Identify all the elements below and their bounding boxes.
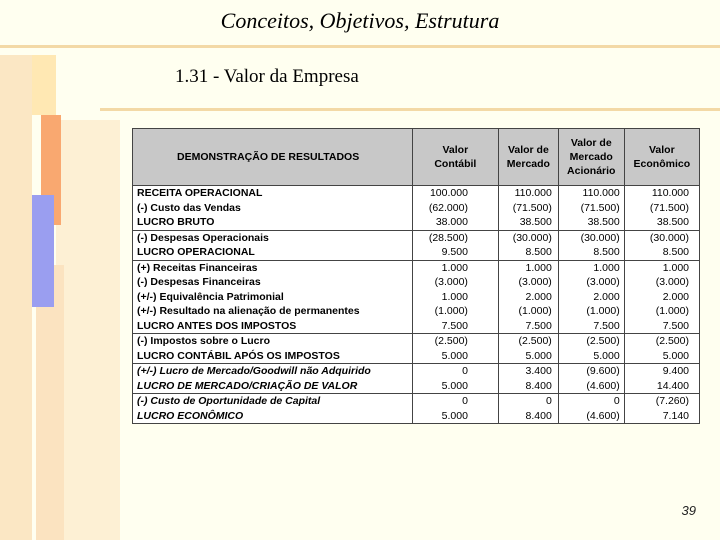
header-cell: [412, 129, 498, 186]
table-row: [133, 409, 700, 424]
value-cell: 38.500: [558, 215, 624, 230]
value-cell: 7.140: [624, 409, 699, 424]
table-row: [133, 245, 700, 260]
row-label: (-) Impostos sobre o Lucro: [133, 334, 413, 349]
value-cell: 5.000: [412, 349, 498, 364]
value-cell: 8.400: [498, 379, 558, 394]
value-cell: (1.000): [624, 304, 699, 319]
row-label: (-) Custo de Oportunidade de Capital: [133, 394, 413, 409]
value-cell: (30.000): [624, 230, 699, 245]
row-label: (+/-) Lucro de Mercado/Goodwill não Adquirido: [133, 364, 413, 379]
row-label: (-) Custo das Vendas: [133, 201, 413, 216]
value-cell: 8.500: [498, 245, 558, 260]
value-cell: 5.000: [624, 349, 699, 364]
table-row: [133, 304, 700, 319]
page-number: 39: [681, 503, 696, 518]
value-cell: (1.000): [498, 304, 558, 319]
value-cell: (2.500): [498, 334, 558, 349]
slide-subtitle: 1.31 - Valor da Empresa: [175, 66, 359, 87]
value-cell: 8.500: [624, 245, 699, 260]
decor-strip-blue: [32, 195, 54, 307]
value-cell: 2.000: [498, 290, 558, 305]
value-cell: 100.000: [412, 186, 498, 201]
value-cell: 1.000: [624, 260, 699, 275]
value-cell: (2.500): [624, 334, 699, 349]
value-cell: 1.000: [412, 260, 498, 275]
value-cell: 1.000: [558, 260, 624, 275]
value-cell: 110.000: [624, 186, 699, 201]
table-row: [133, 230, 700, 245]
header-cell: [558, 129, 624, 186]
value-cell: (9.600): [558, 364, 624, 379]
row-label: RECEITA OPERACIONAL: [133, 186, 413, 201]
header-text: Valor de: [570, 137, 612, 149]
header-text: Valor: [649, 144, 675, 156]
value-cell: 1.000: [412, 290, 498, 305]
value-cell: 5.000: [498, 349, 558, 364]
value-cell: 110.000: [498, 186, 558, 201]
value-cell: (3.000): [498, 275, 558, 290]
value-cell: (2.500): [558, 334, 624, 349]
value-cell: (3.000): [624, 275, 699, 290]
title-divider: [0, 45, 720, 48]
value-cell: 2.000: [558, 290, 624, 305]
header-cell: [624, 129, 699, 186]
table-row: [133, 215, 700, 230]
table-row: [133, 349, 700, 364]
value-cell: (62.000): [412, 201, 498, 216]
value-cell: 8.400: [498, 409, 558, 424]
value-cell: 0: [498, 394, 558, 409]
table-row: [133, 290, 700, 305]
header-cell: [498, 129, 558, 186]
value-cell: (71.500): [498, 201, 558, 216]
table-row: [133, 186, 700, 201]
value-cell: 38.000: [412, 215, 498, 230]
value-cell: 14.400: [624, 379, 699, 394]
decor-strip: [32, 55, 56, 115]
value-cell: 1.000: [498, 260, 558, 275]
table-row: [133, 394, 700, 409]
row-label: LUCRO CONTÁBIL APÓS OS IMPOSTOS: [133, 349, 413, 364]
decor-strip: [0, 55, 32, 540]
header-text: Mercado: [569, 151, 613, 163]
value-cell: 5.000: [412, 409, 498, 424]
row-label: (+) Receitas Financeiras: [133, 260, 413, 275]
row-label: LUCRO ECONÔMICO: [133, 409, 413, 424]
table-row: [133, 379, 700, 394]
value-cell: 0: [412, 394, 498, 409]
table-row: [133, 201, 700, 216]
slide-title: Conceitos, Objetivos, Estrutura: [220, 8, 500, 33]
table-row: [133, 260, 700, 275]
value-cell: 5.000: [412, 379, 498, 394]
value-cell: (3.000): [412, 275, 498, 290]
value-cell: (1.000): [412, 304, 498, 319]
decor-strip: [56, 120, 120, 540]
table-row: [133, 334, 700, 349]
header-text: Mercado: [506, 158, 550, 170]
row-label: (-) Despesas Financeiras: [133, 275, 413, 290]
table-row: [133, 275, 700, 290]
table-row: [133, 319, 700, 334]
row-label: LUCRO DE MERCADO/CRIAÇÃO DE VALOR: [133, 379, 413, 394]
value-cell: (30.000): [558, 230, 624, 245]
header-text: Contábil: [434, 158, 477, 170]
value-cell: 7.500: [498, 319, 558, 334]
row-label: (+/-) Resultado na alienação de permanentes: [133, 304, 413, 319]
value-cell: 2.000: [624, 290, 699, 305]
value-cell: (4.600): [558, 409, 624, 424]
header-text: Econômico: [633, 158, 691, 170]
header-text: Acionário: [567, 165, 616, 177]
value-cell: 110.000: [558, 186, 624, 201]
row-label: LUCRO BRUTO: [133, 215, 413, 230]
value-cell: 8.500: [558, 245, 624, 260]
value-cell: 3.400: [498, 364, 558, 379]
value-cell: (2.500): [412, 334, 498, 349]
value-cell: 9.400: [624, 364, 699, 379]
value-cell: (28.500): [412, 230, 498, 245]
subtitle-divider: [100, 108, 720, 111]
header-text: Valor: [442, 144, 469, 156]
table-row: [133, 364, 700, 379]
value-cell: 0: [558, 394, 624, 409]
value-cell: 7.500: [412, 319, 498, 334]
value-cell: 38.500: [498, 215, 558, 230]
value-cell: (30.000): [498, 230, 558, 245]
value-cell: 38.500: [624, 215, 699, 230]
value-cell: 7.500: [624, 319, 699, 334]
value-cell: 0: [412, 364, 498, 379]
value-cell: (1.000): [558, 304, 624, 319]
value-cell: 9.500: [412, 245, 498, 260]
value-cell: (3.000): [558, 275, 624, 290]
income-statement-table: [132, 128, 700, 424]
row-label: LUCRO OPERACIONAL: [133, 245, 413, 260]
row-label: LUCRO ANTES DOS IMPOSTOS: [133, 319, 413, 334]
value-cell: 7.500: [558, 319, 624, 334]
value-cell: (4.600): [558, 379, 624, 394]
value-cell: 5.000: [558, 349, 624, 364]
row-label: (-) Despesas Operacionais: [133, 230, 413, 245]
header-text: Valor de: [507, 144, 549, 156]
value-cell: (7.260): [624, 394, 699, 409]
row-label: (+/-) Equivalência Patrimonial: [133, 290, 413, 305]
value-cell: (71.500): [558, 201, 624, 216]
header-cell: DEMONSTRAÇÃO DE RESULTADOS: [133, 129, 413, 186]
value-cell: (71.500): [624, 201, 699, 216]
table-header-row: [133, 129, 700, 186]
